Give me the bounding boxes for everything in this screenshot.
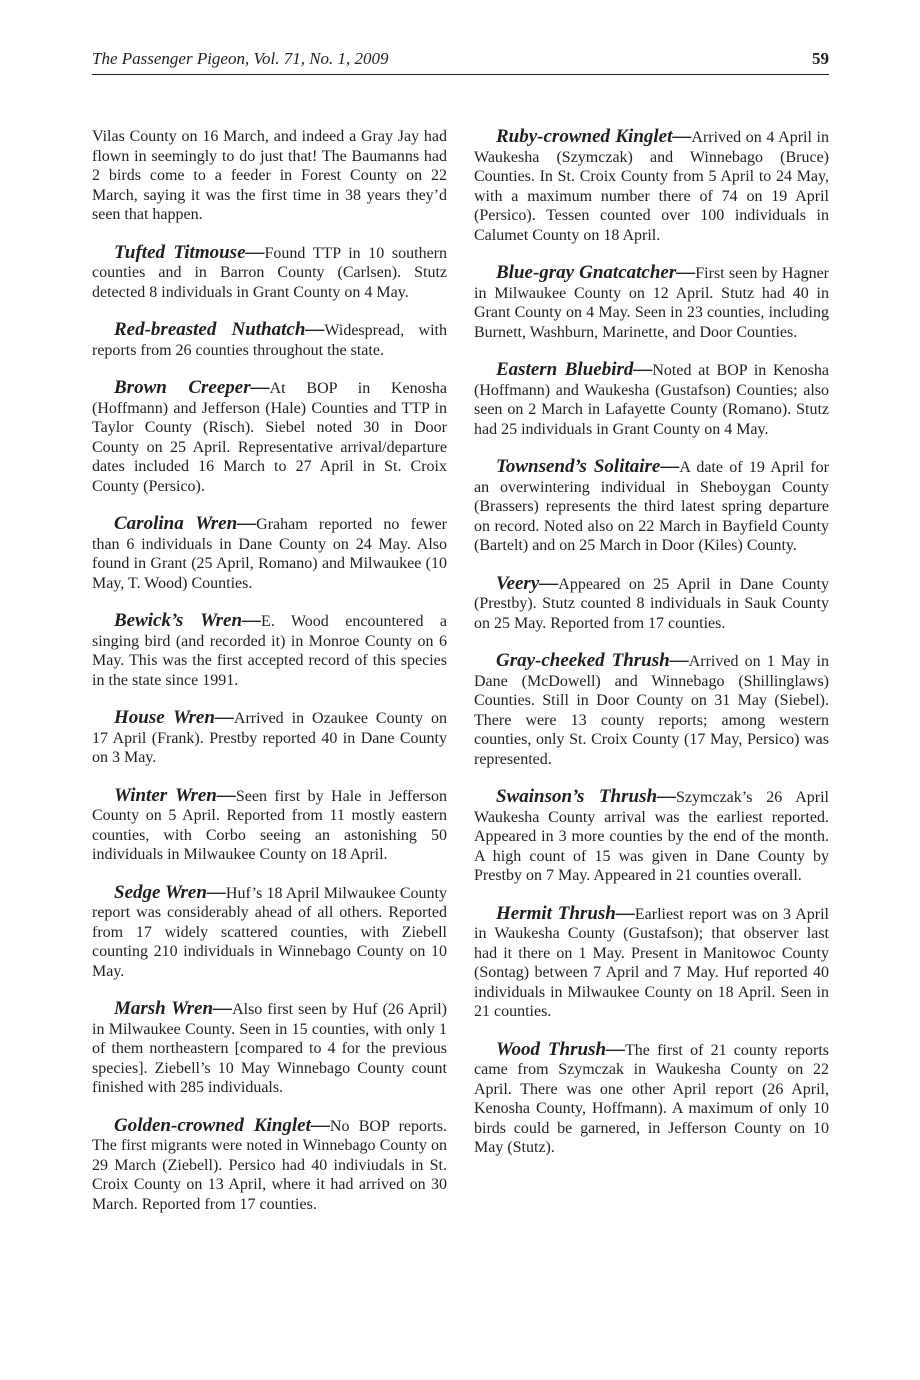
species-name: Blue-gray Gnatcatcher— (496, 262, 696, 283)
species-entry-wood-thrush (474, 1040, 829, 1158)
species-name: House Wren— (114, 707, 234, 728)
species-account: At BOP in Kenosha (Hoffmann) and Jefferson (Hale) Counties and TTP in Taylor County (Risch). Siebel noted 30 in Door County on 25 April. Representative arrival/departure dates included 16 March to 27 April in St. Croix County (Persico). (92, 380, 447, 495)
species-account: Found TTP in 10 southern counties and in Barron County (Carlsen). Stutz detected 8 individuals in Grant County on 4 May. (92, 244, 447, 301)
right-column (474, 127, 829, 1176)
species-entry-swainsons-thrush (474, 787, 829, 886)
species-name: Veery— (496, 572, 559, 594)
species-name: Carolina Wren— (114, 513, 257, 534)
species-account: Seen first by Hale in Jefferson County on 5 April. Reported from 11 mostly eastern counties, with Corbo seeing an astonishing 50 individuals in Milwaukee County on 18 April. (92, 787, 447, 863)
continued-paragraph: Vilas County on 16 March, and indeed a Gray Jay had flown in seemingly to do just that! The Baumanns had 2 birds come to a feeder in Forest County on 22 March, saying it was the first time in 38 years they’d seen that happen. (92, 128, 447, 223)
species-account: Arrived in Ozaukee County on 17 April (Frank). Prestby reported 40 in Dane County on 3 May. (92, 710, 448, 766)
species-account: Widespread, with reports from 26 counties throughout the state. (92, 322, 447, 359)
species-entry-carolina-wren (92, 514, 447, 593)
species-entry-brown-creeper (92, 378, 447, 496)
page-number: 59 (812, 49, 829, 68)
species-account: Graham reported no fewer than 6 individuals in Dane County on 24 May. Also found in Grant (25 April, Romano) and Milwaukee (10 May, T. Wood) Counties. (92, 516, 447, 592)
species-account: No BOP reports. The first migrants were noted in Winnebago County on 29 March (Ziebell). Persico had 40 indiviudals in St. Croix County on 13 April, where it had arrived on 30 March. Reported from 17 counties. (92, 1117, 447, 1213)
species-name: Ruby-crowned Kinglet— (496, 126, 692, 147)
species-account: Huf’s 18 April Milwaukee County report was considerably ahead of all others. Reported from 17 widely scattered counties, with Ziebell counting 210 individuals in Winnebago County on 10 May. (92, 884, 447, 980)
species-entry-marsh-wren (92, 999, 447, 1098)
species-entry-bewicks-wren (92, 611, 447, 690)
species-entry-ruby-crowned-kinglet (474, 127, 829, 245)
species-entry-sedge-wren (92, 883, 447, 982)
species-entry-eastern-bluebird (474, 360, 829, 439)
species-name: Wood Thrush— (496, 1038, 626, 1060)
species-entry-tufted-titmouse (92, 243, 447, 303)
species-name: Eastern Bluebird— (496, 359, 653, 380)
species-account: First seen by Hagner in Milwaukee County on 12 April. Stutz had 40 in Grant County on 4 May. Seen in 23 counties, including Burnett, Washburn, Marinette, and Door Counties. (474, 265, 830, 341)
species-name: Gray-cheeked Thrush— (496, 650, 689, 671)
species-account: The first of 21 county reports came from Szymczak in Waukesha County on 22 April. There was one other April report (26 April, Kenosha County, Hoffmann). A maximum of only 10 birds could be garnered, in Jefferson County on 10 May (Stutz). (474, 1041, 829, 1156)
species-name: Townsend’s Solitaire— (496, 456, 680, 477)
species-account: Noted at BOP in Kenosha (Hoffmann) and Waukesha (Gustafson) Counties; also seen on 2 March in Lafayette County (Romano). Stutz had 25 individuals in Grant County on 4 May. (474, 362, 829, 438)
journal-citation: The Passenger Pigeon, Vol. 71, No. 1, 2009 (92, 49, 389, 68)
species-name: Winter Wren— (114, 784, 236, 806)
species-name: Sedge Wren— (114, 881, 226, 903)
species-entry-house-wren (92, 708, 447, 768)
species-name: Brown Creeper— (114, 377, 270, 398)
species-name: Golden-crowned Kinglet— (114, 1114, 330, 1136)
species-entry-veery (474, 574, 829, 634)
species-name: Bewick’s Wren— (114, 610, 262, 631)
species-entry-gray-cheeked-thrush (474, 651, 829, 769)
species-name: Red-breasted Nuthatch— (114, 319, 325, 340)
species-entry-red-breasted-nuthatch (92, 320, 447, 360)
species-account: Also first seen by Huf (26 April) in Milwaukee County. Seen in 15 counties, with only 1 of them northeastern [compared to 4 for the previous species]. Ziebell’s 10 May Winnebago County count finished with 285 individuals. (92, 1001, 448, 1096)
species-account: Szymczak’s 26 April Waukesha County arrival was the earliest reported. Appeared in 3 more counties by the end of the month. A high count of 15 was given in Dane County by Prestby on 7 May. Appeared in 21 counties overall. (474, 789, 829, 884)
species-account: Appeared on 25 April in Dane County (Prestby). Stutz counted 8 individuals in Sauk County on 25 May. Reported from 17 counties. (474, 575, 829, 632)
running-header (92, 48, 829, 75)
species-name: Hermit Thrush— (496, 902, 635, 924)
species-name: Tufted Titmouse— (114, 241, 265, 263)
species-account: Earliest report was on 3 April in Waukesha County (Gustafson); that observer last had it there on 1 May. Present in Manitowoc County (Sontag) between 7 April and 7 May. Huf reported 40 individuals in Milwaukee County on 18 April. Seen in 21 counties. (474, 905, 830, 1020)
left-column (92, 127, 447, 1232)
species-entry-golden-crowned-kinglet (92, 1116, 447, 1215)
species-entry-blue-gray-gnatcatcher (474, 263, 829, 342)
species-account: Arrived on 1 May in Dane (McDowell) and Winnebago (Shillinglaws) Counties. Still in Door County on 31 May (Siebel). There were 13 county reports; among western counties, only St. Croix County (17 May, Persico) was represented. (474, 653, 829, 768)
species-entry-townsends-solitaire (474, 457, 829, 556)
species-entry-winter-wren (92, 786, 447, 865)
species-entry-hermit-thrush (474, 904, 829, 1022)
species-name: Swainson’s Thrush— (496, 786, 677, 807)
species-name: Marsh Wren— (114, 998, 233, 1019)
species-account: A date of 19 April for an overwintering individual in Sheboygan County (Brassers) represents the third latest spring departure on record. Noted also on 22 March in Bayfield County (Bartelt) and on 25 March in Door (Kiles) County. (474, 459, 829, 554)
species-account: E. Wood encountered a singing bird (and recorded it) in Monroe County on 6 May. This was the first accepted record of this species in the state since 1991. (92, 613, 447, 689)
species-account: Arrived on 4 April in Waukesha (Szymczak) and Winnebago (Bruce) Counties. In St. Croix County from 5 April to 24 May, with a maximum number there of 74 on 19 April (Persico). Tessen counted over 100 individuals in Calumet County on 18 April. (474, 129, 829, 244)
